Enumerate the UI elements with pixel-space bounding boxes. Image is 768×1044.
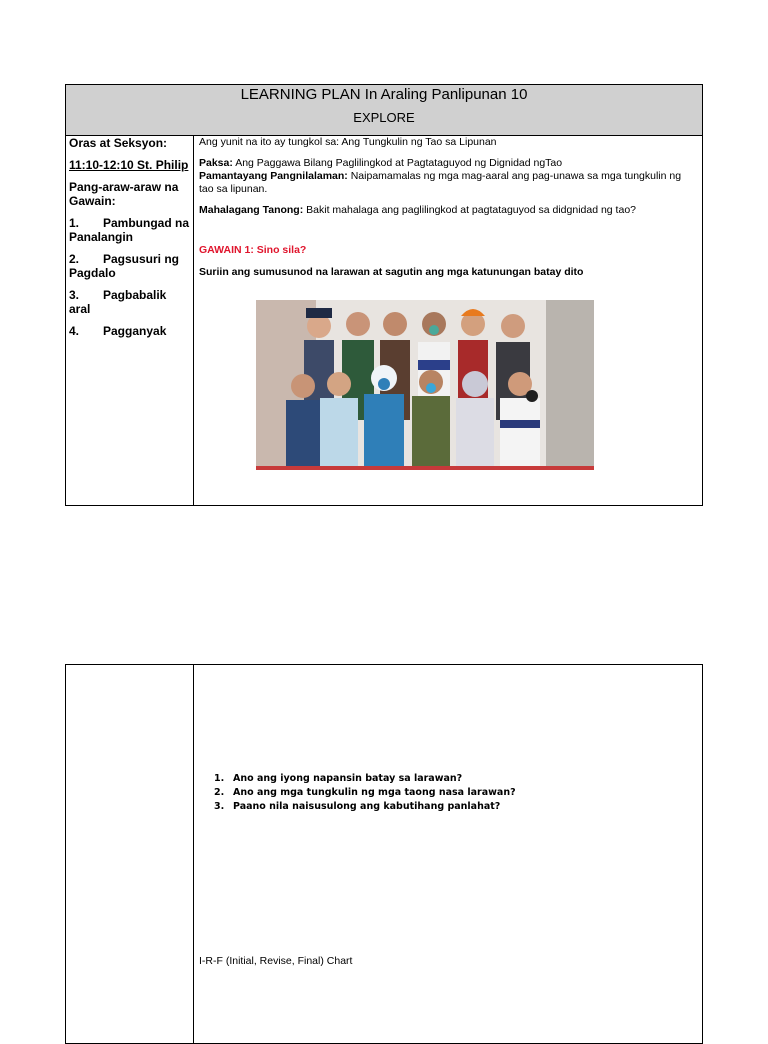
pang-araw-label: Pang-araw-araw na Gawain: [69,180,179,208]
irf-chart-label: I-R-F (Initial, Revise, Final) Chart [199,955,353,967]
activity-item-4: 4. Pagganyak [69,324,167,338]
oras-value: 11:10-12:10 St. Philip [69,158,189,172]
questions-table [65,664,703,1044]
gawain-title: GAWAIN 1: Sino sila? [199,244,307,256]
section-subtitle: EXPLORE [353,110,415,125]
activity-item-1: 1. Pambungad na Panalangin [69,216,190,244]
list-item: 1. Ano ang iyong napansin batay sa larawan? [214,773,463,784]
page-title: LEARNING PLAN In Araling Panlipunan 10 [240,86,528,103]
tanong-line: Mahalagang Tanong: Bakit mahalaga ang paglilingkod at pagtataguyod sa didgnidad ng tao? [199,204,636,216]
activity-item-2: 2. Pagsusuri ng Pagdalo [69,252,180,280]
yunit-text: Ang yunit na ito ay tungkol sa: Ang Tungkulin ng Tao sa Lipunan [199,136,497,148]
pamantayan-line: Pamantayang Pangnilalaman: Naipamamalas ng mga mag-aaral ang pag-unawa sa mga tungkulin ng tao sa lipunan. [199,170,682,195]
left-column [66,136,194,505]
oras-label: Oras at Seksyon: [69,136,168,150]
right-column [194,136,702,505]
suriin-instruction: Suriin ang sumusunod na larawan at sagutin ang mga katunungan batay dito [199,266,584,278]
table-header [66,85,702,136]
list-item: 3. Paano nila naisusulong ang kabutihang panlahat? [214,801,501,812]
left-column-empty [66,665,194,1043]
frontliners-illustration [256,300,594,470]
learning-plan-table [65,84,703,506]
activity-item-3: 3. Pagbabalik aral [69,288,167,316]
paksa-line: Paksa: Ang Paggawa Bilang Paglilingkod at Pagtataguyod ng Dignidad ngTao [199,157,563,169]
question-list [214,772,516,814]
list-item: 2. Ano ang mga tungkulin ng mga taong nasa larawan? [214,787,516,798]
